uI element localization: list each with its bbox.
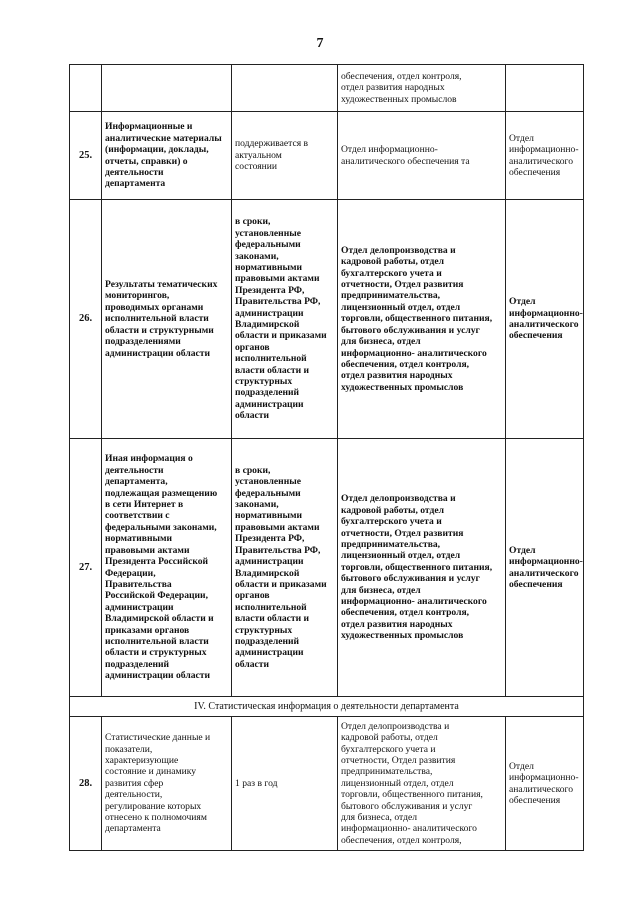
table-row: [70, 65, 584, 112]
responsible-cell: Отдел информационно- аналитического обеспечения та: [338, 112, 506, 200]
period-cell: 1 раз в год: [232, 717, 338, 851]
table-row: [70, 439, 584, 697]
row-number: [70, 65, 102, 112]
info-name-cell: Статистические данные и показатели, характеризующие состояние и динамику развития сфер деятельности, регулирование которых отнесено к полномочиям департамента: [102, 717, 232, 851]
section-row: [70, 697, 584, 717]
row-number: 26.: [70, 200, 102, 439]
responsible-cell: Отдел делопроизводства и кадровой работы, отдел бухгалтерского учета и отчетности, Отдел развития предпринимательства, лицензионный отдел, отдел торговли, общественного питания, бытового обслуживания и услуг для бизнеса, отдел информационно- аналитического обеспечения, отдел контроля,: [338, 717, 506, 851]
section-heading: IV. Статистическая информация о деятельности департамента: [70, 697, 584, 717]
info-name-cell: [102, 65, 232, 112]
period-cell: в сроки, установленные федеральными законами, нормативными правовыми актами Президента РФ, Правительства РФ, администрации Владимирской области и приказами органов исполнительной власти области и структурных подразделений администрации области: [232, 200, 338, 439]
table-row: [70, 200, 584, 439]
period-cell: [232, 65, 338, 112]
period-cell: поддерживается в актуальном состоянии: [232, 112, 338, 200]
responsible-cell: обеспечения, отдел контроля, отдел развития народных художественных промыслов: [338, 65, 506, 112]
information-table: [69, 64, 584, 851]
page-number: 7: [316, 36, 324, 51]
row-number: 28.: [70, 717, 102, 851]
provider-cell: Отдел информационно- аналитического обеспечения: [506, 717, 584, 851]
provider-cell: Отдел информационно- аналитического обеспечения: [506, 439, 584, 697]
provider-cell: Отдел информационно- аналитического обеспечения: [506, 200, 584, 439]
row-number: 25.: [70, 112, 102, 200]
provider-cell: Отдел информационно- аналитического обеспечения: [506, 112, 584, 200]
responsible-cell: Отдел делопроизводства и кадровой работы, отдел бухгалтерского учета и отчетности, Отдел развития предпринимательства, лицензионный отдел, отдел торговли, общественного питания, бытового обслуживания и услуг для бизнеса, отдел информационно- аналитического обеспечения, отдел контроля, отдел развития народных художественных промыслов: [338, 200, 506, 439]
info-name-cell: Информационные и аналитические материалы (информации, доклады, отчеты, справки) о деятельности департамента: [102, 112, 232, 200]
responsible-cell: Отдел делопроизводства и кадровой работы, отдел бухгалтерского учета и отчетности, Отдел развития предпринимательства, лицензионный отдел, отдел торговли, общественного питания, бытового обслуживания и услуг для бизнеса, отдел информационно- аналитического обеспечения, отдел контроля, отдел развития народных художественных промыслов: [338, 439, 506, 697]
info-name-cell: Результаты тематических мониторингов, проводимых органами исполнительной власти области и структурными подразделениями администрации области: [102, 200, 232, 439]
period-cell: в сроки, установленные федеральными законами, нормативными правовыми актами Президента РФ, Правительства РФ, администрации Владимирской области и приказами органов исполнительной власти области и структурных подразделений администрации области: [232, 439, 338, 697]
table-row: [70, 112, 584, 200]
info-name-cell: Иная информация о деятельности департамента, подлежащая размещению в сети Интернет в соответствии с федеральными законами, нормативными правовыми актами Президента Российской Федерации, Правительства Российской Федерации, администрации Владимирской области и приказами органов исполнительной власти области и структурных подразделений администрации области: [102, 439, 232, 697]
table-row: [70, 717, 584, 851]
row-number: 27.: [70, 439, 102, 697]
provider-cell: [506, 65, 584, 112]
